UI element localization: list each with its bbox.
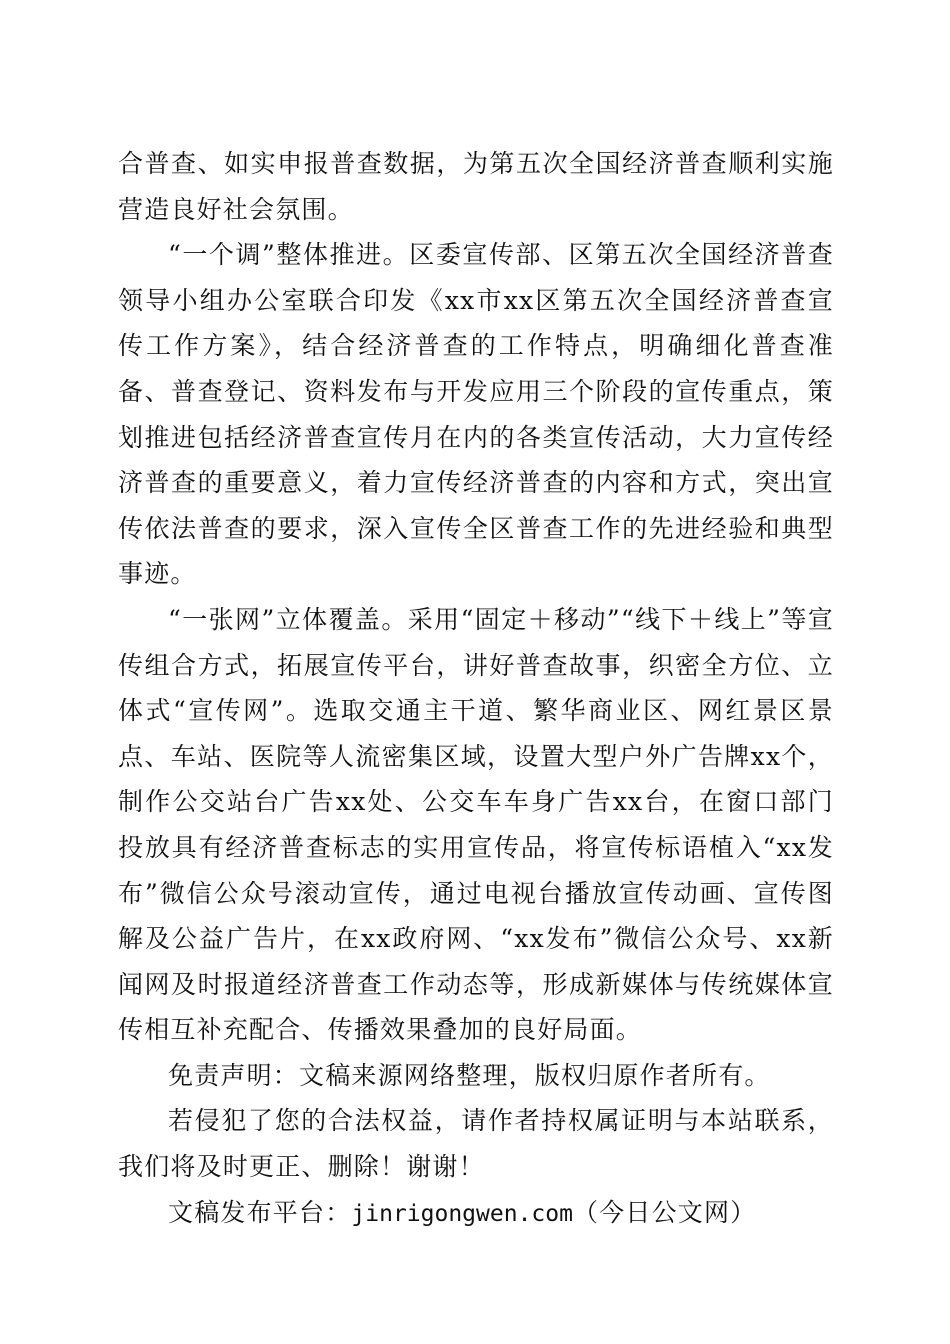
platform-url: jinrigongwen.com xyxy=(351,1200,573,1227)
disclaimer-line: 免责声明：文稿来源网络整理，版权归原作者所有。 xyxy=(168,1060,771,1090)
document-body xyxy=(118,141,834,1237)
paragraph-continuation: 合普查、如实申报普查数据，为第五次全国经济普查顺利实施营造良好社会氛围。 xyxy=(118,149,834,224)
disclaimer-contact: 若侵犯了您的合法权益，请作者持权属证明与本站联系，我们将及时更正、删除！谢谢！ xyxy=(118,1106,834,1182)
publish-platform xyxy=(118,1190,834,1238)
platform-name: （今日公文网） xyxy=(572,1197,757,1227)
paragraph-one-tone: “一个调”整体推进。区委宣传部、区第五次全国经济普查领导小组办公室联合印发《xx市xx区第五次全国经济普查宣传工作方案》，结合经济普查的工作特点，明确细化普查准备、普查登记、资料发布与开发应用三个阶段的宣传重点，策划推进包括经济普查宣传月在内的各类宣传活动，大力宣传经济普查的重要意义，着力宣传经济普查的内容和方式，突出宣传依法普查的要求，深入宣传全区普查工作的先进经验和典型事迹。 xyxy=(118,240,834,589)
paragraph-one-network: “一张网”立体覆盖。采用“固定＋移动”“线下＋线上”等宣传组合方式，拓展宣传平台，讲好普查故事，织密全方位、立体式“宣传网”。选取交通主干道、繁华商业区、网红景区景点、车站、医院等人流密集区域，设置大型户外广告牌xx个，制作公交站台广告xx处、公交车车身广告xx台，在窗口部门投放具有经济普查标志的实用宣传品，将宣传标语植入“xx发布”微信公众号滚动宣传，通过电视台播放宣传动画、宣传图解及公益广告片，在xx政府网、“xx发布”微信公众号、xx新闻网及时报道经济普查工作动态等，形成新媒体与传统媒体宣传相互补充配合、传播效果叠加的良好局面。 xyxy=(118,604,834,1045)
platform-label: 文稿发布平台： xyxy=(168,1197,352,1227)
